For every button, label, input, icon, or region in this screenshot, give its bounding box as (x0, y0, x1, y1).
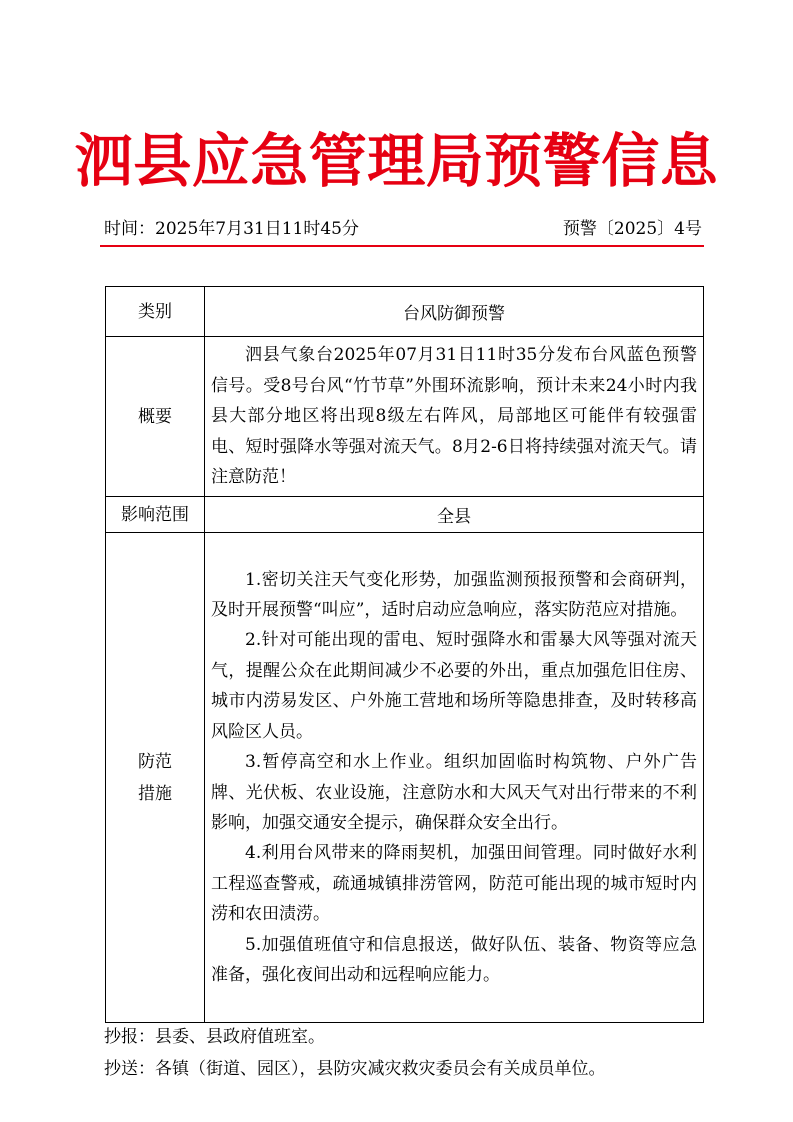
summary-label: 概要 (106, 337, 205, 497)
cc-send: 抄送：各镇（街道、园区），县防灾减灾救灾委员会有关成员单位。 (104, 1059, 606, 1079)
cc-report: 抄报：县委、县政府值班室。 (104, 1027, 325, 1047)
measures-label-line2: 措施 (138, 783, 172, 804)
meta-line (104, 214, 702, 240)
scope-label: 影响范围 (106, 497, 205, 533)
document-number: 预警〔2025〕4号 (562, 219, 702, 239)
summary-text: 泗县气象台2025年07月31日11时35分发布台风蓝色预警信号。受8号台风“竹节草”外围环流影响，预计未来24小时内我县大部分地区将出现8级左右阵风，局部地区可能伴有较强雷电、短时强降水等强对流天气。8月2-6日将持续强对流天气。请注意防范！ (211, 345, 697, 488)
red-divider (100, 245, 704, 247)
warning-table (105, 286, 704, 1023)
measure-item: 1.密切关注天气变化形势，加强监测预报预警和会商研判，及时开展预警“叫应”，适时启动应急响应，落实防范应对措施。 (211, 569, 697, 621)
measures-label (106, 533, 205, 1023)
scope-value: 全县 (205, 497, 704, 533)
measure-item: 4.利用台风带来的降雨契机，加强田间管理。同时做好水利工程巡查警戒，疏通城镇排涝管网，防范可能出现的城市短时内涝和农田渍涝。 (211, 843, 697, 925)
measures-cell (205, 533, 704, 1023)
summary-row (106, 337, 704, 497)
measure-item: 2.针对可能出现的雷电、短时强降水和雷暴大风等强对流天气，提醒公众在此期间减少不必要的外出，重点加强危旧住房、城市内涝易发区、户外施工营地和场所等隐患排查，及时转移高风险区人员。 (211, 630, 697, 742)
measure-item: 3.暂停高空和水上作业。组织加固临时构筑物、户外广告牌、光伏板、农业设施，注意防水和大风天气对出行带来的不利影响，加强交通安全提示，确保群众安全出行。 (211, 752, 697, 833)
scope-row (106, 497, 704, 533)
category-label: 类别 (106, 287, 205, 337)
issue-time: 时间：2025年7月31日11时45分 (104, 219, 359, 239)
measure-item: 5.加强值班值守和信息报送，做好队伍、装备、物资等应急准备，强化夜间出动和远程响应能力。 (211, 934, 697, 985)
measures-label-line1: 防范 (138, 751, 172, 772)
document-title: 泗县应急管理局预警信息 (74, 127, 719, 195)
category-row (106, 287, 704, 337)
measures-row (106, 533, 704, 1023)
category-value: 台风防御预警 (205, 287, 704, 337)
summary-cell (205, 337, 704, 497)
